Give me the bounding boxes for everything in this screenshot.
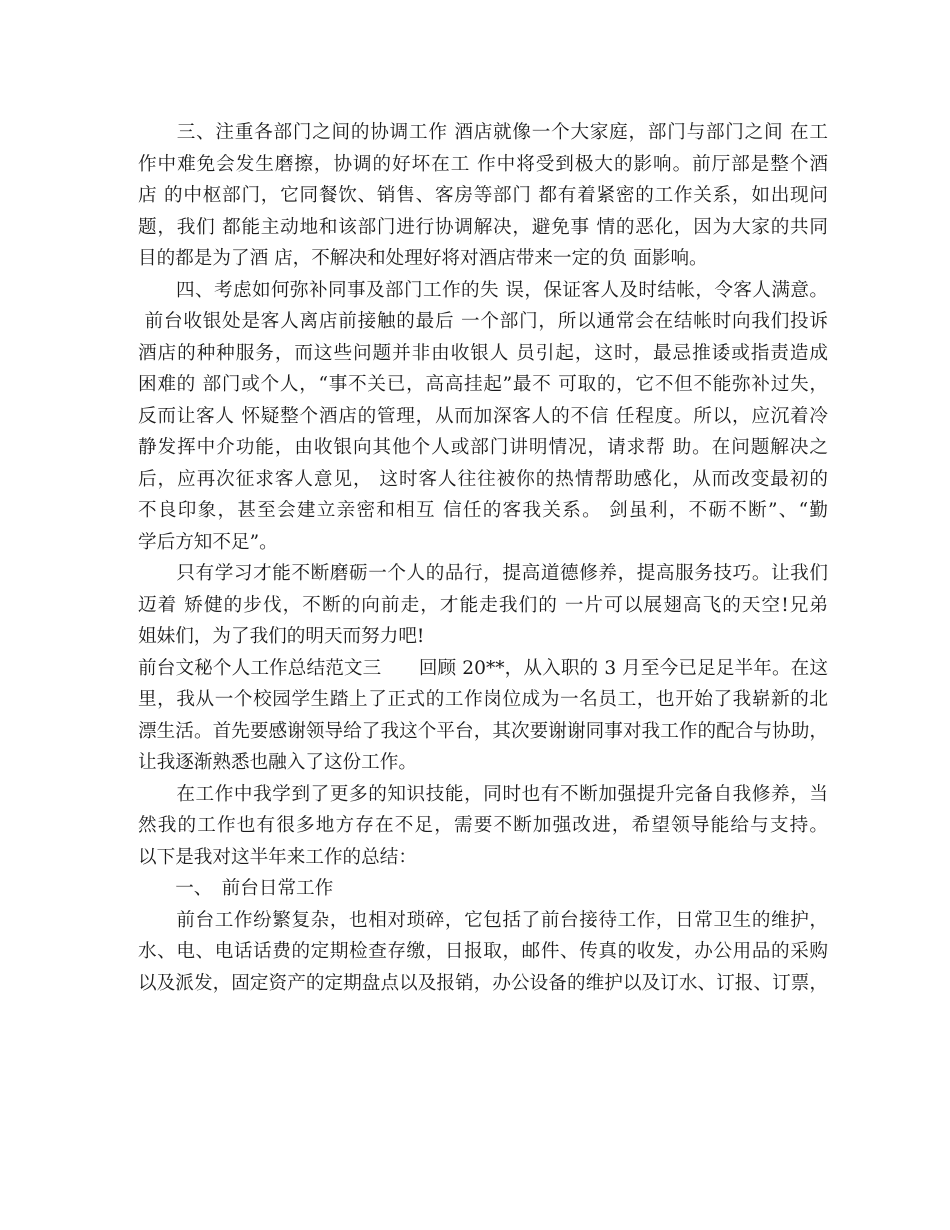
text-line: 只有学习才能不断磨砺一个人的品行，提高道德修养，提高服务技巧。让我们: [138, 563, 828, 584]
text-line: 然我的工作也有很多地方存在不足，需要不断加强改进，希望领导能给与支持。: [138, 815, 828, 836]
document-body: [138, 117, 828, 999]
text-line: 漂生活。首先要感谢领导给了我这个平台，其次要谢谢同事对我工作的配合与协助，: [138, 720, 828, 742]
text-line: 在工作中我学到了更多的知识技能，同时也有不断加强提升完备自我修养，当: [138, 783, 828, 805]
text-line: 后，应再次征求客人意见， 这时客人往往被你的热情帮助感化，从而改变最初的: [138, 468, 828, 490]
text-line: 让我逐渐熟悉也融入了这份工作。: [138, 752, 417, 773]
text-line: 酒店的种种服务，而这些问题并非由收银人 员引起，这时，最忌推诿或指责造成: [138, 342, 828, 364]
text-line: 以下是我对这半年来工作的总结：: [138, 846, 417, 868]
text-line: 前台收银处是客人离店前接触的最后 一个部门，所以通常会在结帐时向我们投诉: [138, 311, 828, 332]
text-line: 反而让客人 怀疑整个酒店的管理，从而加深客人的不信 任程度。所以，应沉着冷: [138, 405, 828, 427]
text-line: 前台文秘个人工作总结范文三 回顾 20**，从入职的 3 月至今已足足半年。在这: [138, 657, 828, 679]
text-line: 作中难免会发生磨擦，协调的好坏在工 作中将受到极大的影响。前厅部是整个酒: [138, 153, 828, 175]
text-line: 姐妹们，为了我们的明天而努力吧!: [138, 626, 425, 647]
text-line: 学后方知不足”。: [138, 531, 278, 553]
text-line: 一、 前台日常工作: [138, 878, 334, 899]
text-line: 题，我们 都能主动地和该部门进行协调解决，避免事 情的恶化，因为大家的共同: [138, 216, 828, 238]
text-line: 前台工作纷繁复杂，也相对琐碎，它包括了前台接待工作，日常卫生的维护，: [138, 909, 828, 931]
text-line: 静发挥中介功能，由收银向其他个人或部门讲明情况，请求帮 助。在问题解决之: [138, 437, 828, 458]
text-line: 迈着 矫健的步伐，不断的向前走，才能走我们的 一片可以展翅高飞的天空!兄弟: [138, 594, 828, 616]
text-line: 不良印象，甚至会建立亲密和相互 信任的客我关系。 剑虽利，不砺不断”、“勤: [138, 500, 828, 521]
text-line: 店 的中枢部门，它同餐饮、销售、客房等部门 都有着紧密的工作关系，如出现问: [138, 185, 828, 206]
text-line: 里，我从一个校园学生踏上了正式的工作岗位成为一名员工，也开始了我崭新的北: [138, 689, 828, 710]
text-line: 以及派发，固定资产的定期盘点以及报销，办公设备的维护以及订水、订报、订票，: [138, 972, 828, 994]
text-line: 目的都是为了酒 店，不解决和处理好将对酒店带来一定的负 面影响。: [138, 248, 708, 269]
text-line: 水、电、电话话费的定期检查存缴，日报取，邮件、传真的收发，办公用品的采购: [138, 941, 828, 962]
text-line: 四、考虑如何弥补同事及部门工作的失 误，保证客人及时结帐，令客人满意。: [138, 279, 828, 301]
text-line: 困难的 部门或个人，“事不关已，高高挂起”最不 可取的，它不但不能弥补过失，: [138, 374, 828, 395]
text-line: 三、注重各部门之间的协调工作 酒店就像一个大家庭，部门与部门之间 在工: [138, 122, 828, 143]
